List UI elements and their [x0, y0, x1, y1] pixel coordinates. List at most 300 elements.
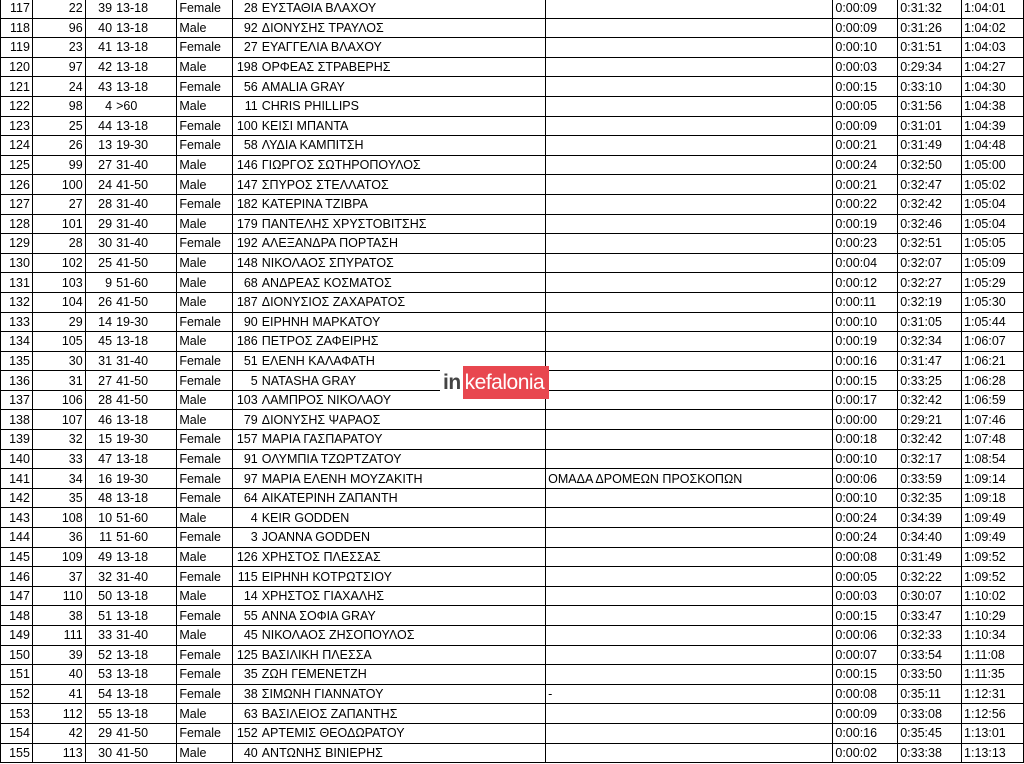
- cell-gender-rank: 42: [32, 723, 85, 743]
- cell-gender-rank: 32: [32, 430, 85, 450]
- cell-gender: Male: [177, 586, 233, 606]
- table-row: [1, 665, 1024, 685]
- cell-overall-rank: 124: [1, 136, 33, 156]
- cell-gender-rank: 111: [32, 626, 85, 646]
- cell-finish-time: 1:07:46: [962, 410, 1024, 430]
- cell-split-time: 0:33:47: [898, 606, 962, 626]
- cell-runner-name: ΑΝΔΡΕΑΣ ΚΟΣΜΑΤΟΣ: [260, 273, 546, 293]
- cell-category-rank: 27: [85, 371, 114, 391]
- cell-gender: Male: [177, 743, 233, 763]
- cell-split-time: 0:34:40: [898, 528, 962, 548]
- cell-bib-number: 100: [233, 116, 260, 136]
- cell-bib-number: 186: [233, 332, 260, 352]
- table-row: [1, 96, 1024, 116]
- cell-finish-time: 1:05:04: [962, 214, 1024, 234]
- cell-gender-rank: 106: [32, 390, 85, 410]
- cell-finish-time: 1:06:28: [962, 371, 1024, 391]
- cell-club: [546, 430, 833, 450]
- cell-category-rank: 24: [85, 175, 114, 195]
- cell-overall-rank: 132: [1, 292, 33, 312]
- cell-bib-number: 182: [233, 194, 260, 214]
- cell-bib-number: 35: [233, 665, 260, 685]
- cell-gender-rank: 22: [32, 0, 85, 18]
- cell-finish-time: 1:04:30: [962, 77, 1024, 97]
- cell-split-time: 0:31:49: [898, 136, 962, 156]
- cell-age-category: 13-18: [114, 116, 177, 136]
- cell-split-time: 0:32:27: [898, 273, 962, 293]
- cell-overall-rank: 138: [1, 410, 33, 430]
- cell-split-time: 0:30:07: [898, 586, 962, 606]
- cell-overall-rank: 148: [1, 606, 33, 626]
- cell-chip-offset: 0:00:06: [833, 626, 898, 646]
- cell-overall-rank: 147: [1, 586, 33, 606]
- table-row: [1, 430, 1024, 450]
- cell-overall-rank: 143: [1, 508, 33, 528]
- cell-chip-offset: 0:00:09: [833, 704, 898, 724]
- cell-gender-rank: 110: [32, 586, 85, 606]
- cell-finish-time: 1:10:29: [962, 606, 1024, 626]
- cell-age-category: 41-50: [114, 253, 177, 273]
- cell-gender: Female: [177, 469, 233, 489]
- cell-finish-time: 1:08:54: [962, 449, 1024, 469]
- cell-overall-rank: 154: [1, 723, 33, 743]
- cell-runner-name: ΒΑΣΙΛΕΙΟΣ ΖΑΠΑΝΤΗΣ: [260, 704, 546, 724]
- cell-category-rank: 44: [85, 116, 114, 136]
- cell-bib-number: 4: [233, 508, 260, 528]
- cell-finish-time: 1:10:34: [962, 626, 1024, 646]
- cell-finish-time: 1:05:29: [962, 273, 1024, 293]
- cell-finish-time: 1:04:38: [962, 96, 1024, 116]
- cell-finish-time: 1:11:08: [962, 645, 1024, 665]
- cell-finish-time: 1:09:18: [962, 488, 1024, 508]
- cell-chip-offset: 0:00:09: [833, 116, 898, 136]
- cell-club: [546, 194, 833, 214]
- cell-finish-time: 1:12:56: [962, 704, 1024, 724]
- cell-club: [546, 723, 833, 743]
- table-row: [1, 332, 1024, 352]
- cell-split-time: 0:34:39: [898, 508, 962, 528]
- table-row: [1, 18, 1024, 38]
- table-row: [1, 136, 1024, 156]
- cell-runner-name: ΛΥΔΙΑ ΚΑΜΠΙΤΣΗ: [260, 136, 546, 156]
- cell-gender-rank: 40: [32, 665, 85, 685]
- cell-finish-time: 1:04:02: [962, 18, 1024, 38]
- table-row: [1, 194, 1024, 214]
- cell-club: [546, 410, 833, 430]
- cell-bib-number: 28: [233, 0, 260, 18]
- cell-finish-time: 1:12:31: [962, 684, 1024, 704]
- cell-club: [546, 214, 833, 234]
- cell-split-time: 0:32:17: [898, 449, 962, 469]
- cell-category-rank: 25: [85, 253, 114, 273]
- cell-category-rank: 29: [85, 214, 114, 234]
- cell-split-time: 0:33:54: [898, 645, 962, 665]
- watermark-logo-part-in: in: [440, 366, 463, 399]
- cell-chip-offset: 0:00:23: [833, 234, 898, 254]
- cell-runner-name: ΑΝΤΩΝΗΣ ΒΙΝΙΕΡΗΣ: [260, 743, 546, 763]
- cell-age-category: 31-40: [114, 626, 177, 646]
- cell-overall-rank: 123: [1, 116, 33, 136]
- cell-chip-offset: 0:00:05: [833, 567, 898, 587]
- cell-bib-number: 58: [233, 136, 260, 156]
- cell-runner-name: AMALIA GRAY: [260, 77, 546, 97]
- cell-overall-rank: 144: [1, 528, 33, 548]
- cell-category-rank: 51: [85, 606, 114, 626]
- cell-bib-number: 92: [233, 18, 260, 38]
- cell-overall-rank: 142: [1, 488, 33, 508]
- cell-club: [546, 155, 833, 175]
- cell-age-category: 31-40: [114, 234, 177, 254]
- cell-chip-offset: 0:00:15: [833, 77, 898, 97]
- cell-category-rank: 28: [85, 194, 114, 214]
- cell-age-category: 13-18: [114, 18, 177, 38]
- cell-split-time: 0:32:51: [898, 234, 962, 254]
- cell-gender-rank: 100: [32, 175, 85, 195]
- table-row: [1, 547, 1024, 567]
- cell-gender: Female: [177, 567, 233, 587]
- cell-split-time: 0:29:21: [898, 410, 962, 430]
- cell-runner-name: ΟΛΥΜΠΙΑ ΤΖΩΡΤΖΑΤΟΥ: [260, 449, 546, 469]
- cell-category-rank: 55: [85, 704, 114, 724]
- cell-runner-name: CHRIS PHILLIPS: [260, 96, 546, 116]
- cell-chip-offset: 0:00:18: [833, 430, 898, 450]
- cell-age-category: 13-18: [114, 410, 177, 430]
- cell-finish-time: 1:06:21: [962, 351, 1024, 371]
- cell-split-time: 0:35:11: [898, 684, 962, 704]
- cell-overall-rank: 126: [1, 175, 33, 195]
- cell-club: [546, 332, 833, 352]
- cell-gender: Male: [177, 18, 233, 38]
- cell-gender-rank: 25: [32, 116, 85, 136]
- cell-gender-rank: 41: [32, 684, 85, 704]
- table-row: [1, 292, 1024, 312]
- cell-split-time: 0:33:50: [898, 665, 962, 685]
- cell-runner-name: ΜΑΡΙΑ ΕΛΕΝΗ ΜΟΥΖΑΚΙΤΗ: [260, 469, 546, 489]
- cell-club: -: [546, 684, 833, 704]
- cell-category-rank: 43: [85, 77, 114, 97]
- cell-club: [546, 371, 833, 391]
- cell-category-rank: 41: [85, 38, 114, 58]
- cell-age-category: 13-18: [114, 0, 177, 18]
- cell-split-time: 0:32:19: [898, 292, 962, 312]
- cell-age-category: 31-40: [114, 194, 177, 214]
- cell-category-rank: 27: [85, 155, 114, 175]
- cell-club: [546, 547, 833, 567]
- cell-split-time: 0:31:49: [898, 547, 962, 567]
- cell-age-category: 13-18: [114, 704, 177, 724]
- cell-category-rank: 14: [85, 312, 114, 332]
- cell-gender: Male: [177, 704, 233, 724]
- cell-finish-time: 1:06:07: [962, 332, 1024, 352]
- cell-overall-rank: 125: [1, 155, 33, 175]
- cell-runner-name: ΑΙΚΑΤΕΡΙΝΗ ΖΑΠΑΝΤΗ: [260, 488, 546, 508]
- cell-gender: Female: [177, 684, 233, 704]
- cell-bib-number: 125: [233, 645, 260, 665]
- cell-age-category: 19-30: [114, 136, 177, 156]
- cell-age-category: 41-50: [114, 723, 177, 743]
- cell-gender: Male: [177, 547, 233, 567]
- cell-finish-time: 1:04:27: [962, 57, 1024, 77]
- cell-category-rank: 47: [85, 449, 114, 469]
- cell-gender: Female: [177, 38, 233, 58]
- cell-club: [546, 273, 833, 293]
- cell-finish-time: 1:05:44: [962, 312, 1024, 332]
- table-row: [1, 469, 1024, 489]
- cell-bib-number: 192: [233, 234, 260, 254]
- cell-runner-name: ΕΙΡΗΝΗ ΚΟΤΡΩΤΣΙΟΥ: [260, 567, 546, 587]
- cell-gender: Female: [177, 488, 233, 508]
- cell-gender-rank: 39: [32, 645, 85, 665]
- cell-club: [546, 116, 833, 136]
- cell-gender: Female: [177, 430, 233, 450]
- cell-category-rank: 30: [85, 743, 114, 763]
- cell-category-rank: 48: [85, 488, 114, 508]
- cell-split-time: 0:33:10: [898, 77, 962, 97]
- cell-bib-number: 198: [233, 57, 260, 77]
- cell-category-rank: 9: [85, 273, 114, 293]
- table-row: [1, 175, 1024, 195]
- cell-gender: Female: [177, 351, 233, 371]
- cell-chip-offset: 0:00:19: [833, 332, 898, 352]
- cell-overall-rank: 122: [1, 96, 33, 116]
- cell-bib-number: 179: [233, 214, 260, 234]
- cell-finish-time: 1:07:48: [962, 430, 1024, 450]
- cell-bib-number: 187: [233, 292, 260, 312]
- table-row: [1, 0, 1024, 18]
- table-row: [1, 626, 1024, 646]
- table-row: [1, 586, 1024, 606]
- cell-club: ΟΜΑΔΑ ΔΡΟΜΕΩΝ ΠΡΟΣΚΟΠΩΝ: [546, 469, 833, 489]
- cell-club: [546, 606, 833, 626]
- cell-club: [546, 292, 833, 312]
- cell-club: [546, 645, 833, 665]
- cell-chip-offset: 0:00:08: [833, 684, 898, 704]
- cell-overall-rank: 135: [1, 351, 33, 371]
- cell-gender: Male: [177, 626, 233, 646]
- cell-bib-number: 115: [233, 567, 260, 587]
- cell-age-category: 19-30: [114, 430, 177, 450]
- cell-overall-rank: 134: [1, 332, 33, 352]
- cell-runner-name: ΓΙΩΡΓΟΣ ΣΩΤΗΡΟΠΟΥΛΟΣ: [260, 155, 546, 175]
- table-row: [1, 567, 1024, 587]
- cell-overall-rank: 118: [1, 18, 33, 38]
- cell-club: [546, 704, 833, 724]
- cell-bib-number: 27: [233, 38, 260, 58]
- cell-bib-number: 157: [233, 430, 260, 450]
- cell-chip-offset: 0:00:04: [833, 253, 898, 273]
- cell-runner-name: ΕΙΡΗΝΗ ΜΑΡΚΑΤΟΥ: [260, 312, 546, 332]
- cell-category-rank: 33: [85, 626, 114, 646]
- cell-overall-rank: 145: [1, 547, 33, 567]
- cell-age-category: 41-50: [114, 390, 177, 410]
- cell-gender-rank: 31: [32, 371, 85, 391]
- table-row: [1, 528, 1024, 548]
- cell-finish-time: 1:05:04: [962, 194, 1024, 214]
- cell-finish-time: 1:04:48: [962, 136, 1024, 156]
- cell-runner-name: ΖΩΗ ΓΕΜΕΝΕΤΖΗ: [260, 665, 546, 685]
- cell-gender: Female: [177, 194, 233, 214]
- cell-gender-rank: 35: [32, 488, 85, 508]
- cell-runner-name: ΔΙΟΝΥΣΗΣ ΨΑΡΑΟΣ: [260, 410, 546, 430]
- table-row: [1, 155, 1024, 175]
- cell-gender-rank: 34: [32, 469, 85, 489]
- cell-age-category: 13-18: [114, 586, 177, 606]
- cell-overall-rank: 137: [1, 390, 33, 410]
- cell-bib-number: 148: [233, 253, 260, 273]
- cell-gender-rank: 107: [32, 410, 85, 430]
- cell-gender: Male: [177, 390, 233, 410]
- cell-bib-number: 103: [233, 390, 260, 410]
- cell-overall-rank: 121: [1, 77, 33, 97]
- cell-runner-name: ΕΛΕΝΗ ΚΑΛΑΦΑΤΗ: [260, 351, 546, 371]
- cell-age-category: 31-40: [114, 567, 177, 587]
- table-row: [1, 57, 1024, 77]
- cell-age-category: 41-50: [114, 743, 177, 763]
- cell-split-time: 0:32:07: [898, 253, 962, 273]
- cell-runner-name: ΧΡΗΣΤΟΣ ΓΙΑΧΑΛΗΣ: [260, 586, 546, 606]
- cell-runner-name: KEIR GODDEN: [260, 508, 546, 528]
- cell-club: [546, 312, 833, 332]
- cell-gender: Male: [177, 155, 233, 175]
- cell-gender-rank: 23: [32, 38, 85, 58]
- cell-bib-number: 5: [233, 371, 260, 391]
- cell-chip-offset: 0:00:21: [833, 175, 898, 195]
- cell-gender: Female: [177, 371, 233, 391]
- cell-club: [546, 586, 833, 606]
- table-row: [1, 77, 1024, 97]
- cell-age-category: 51-60: [114, 508, 177, 528]
- cell-overall-rank: 139: [1, 430, 33, 450]
- cell-age-category: 41-50: [114, 292, 177, 312]
- cell-overall-rank: 129: [1, 234, 33, 254]
- cell-gender-rank: 33: [32, 449, 85, 469]
- cell-runner-name: ΔΙΟΝΥΣΙΟΣ ΖΑΧΑΡΑΤΟΣ: [260, 292, 546, 312]
- cell-split-time: 0:31:05: [898, 312, 962, 332]
- cell-overall-rank: 127: [1, 194, 33, 214]
- cell-category-rank: 46: [85, 410, 114, 430]
- table-row: [1, 273, 1024, 293]
- cell-bib-number: 91: [233, 449, 260, 469]
- cell-runner-name: ΚΕΙΣΙ ΜΠΑΝΤΑ: [260, 116, 546, 136]
- cell-chip-offset: 0:00:10: [833, 312, 898, 332]
- cell-gender-rank: 96: [32, 18, 85, 38]
- cell-age-category: 13-18: [114, 57, 177, 77]
- cell-gender: Male: [177, 253, 233, 273]
- cell-gender: Male: [177, 332, 233, 352]
- cell-runner-name: ΔΙΟΝΥΣΗΣ ΤΡΑΥΛΟΣ: [260, 18, 546, 38]
- cell-runner-name: ΒΑΣΙΛΙΚΗ ΠΛΕΣΣΑ: [260, 645, 546, 665]
- cell-category-rank: 45: [85, 332, 114, 352]
- cell-runner-name: ΝΙΚΟΛΑΟΣ ΣΠΥΡΑΤΟΣ: [260, 253, 546, 273]
- cell-gender-rank: 98: [32, 96, 85, 116]
- cell-gender-rank: 113: [32, 743, 85, 763]
- cell-chip-offset: 0:00:21: [833, 136, 898, 156]
- cell-gender-rank: 30: [32, 351, 85, 371]
- cell-overall-rank: 130: [1, 253, 33, 273]
- cell-age-category: 51-60: [114, 528, 177, 548]
- cell-chip-offset: 0:00:06: [833, 469, 898, 489]
- watermark-logo-part-kefalonia: kefalonia: [463, 366, 550, 399]
- cell-chip-offset: 0:00:07: [833, 645, 898, 665]
- cell-club: [546, 390, 833, 410]
- cell-chip-offset: 0:00:24: [833, 155, 898, 175]
- cell-club: [546, 449, 833, 469]
- cell-age-category: 51-60: [114, 273, 177, 293]
- cell-club: [546, 18, 833, 38]
- cell-bib-number: 146: [233, 155, 260, 175]
- cell-gender: Male: [177, 96, 233, 116]
- cell-club: [546, 96, 833, 116]
- inkefalonia-watermark-logo: [440, 366, 549, 399]
- cell-gender-rank: 36: [32, 528, 85, 548]
- cell-overall-rank: 128: [1, 214, 33, 234]
- cell-chip-offset: 0:00:10: [833, 449, 898, 469]
- cell-club: [546, 0, 833, 18]
- cell-category-rank: 4: [85, 96, 114, 116]
- cell-runner-name: NATASHA GRAY: [260, 371, 546, 391]
- cell-chip-offset: 0:00:00: [833, 410, 898, 430]
- cell-finish-time: 1:10:02: [962, 586, 1024, 606]
- cell-club: [546, 743, 833, 763]
- cell-gender: Female: [177, 77, 233, 97]
- cell-chip-offset: 0:00:17: [833, 390, 898, 410]
- cell-runner-name: ΑΝΝΑ ΣΟΦΙΑ GRAY: [260, 606, 546, 626]
- cell-gender-rank: 103: [32, 273, 85, 293]
- cell-finish-time: 1:05:00: [962, 155, 1024, 175]
- cell-bib-number: 147: [233, 175, 260, 195]
- cell-finish-time: 1:09:49: [962, 528, 1024, 548]
- cell-gender-rank: 99: [32, 155, 85, 175]
- table-row: [1, 508, 1024, 528]
- cell-gender-rank: 105: [32, 332, 85, 352]
- table-row: [1, 723, 1024, 743]
- cell-split-time: 0:31:47: [898, 351, 962, 371]
- cell-finish-time: 1:05:09: [962, 253, 1024, 273]
- cell-split-time: 0:32:42: [898, 194, 962, 214]
- cell-category-rank: 42: [85, 57, 114, 77]
- cell-split-time: 0:33:38: [898, 743, 962, 763]
- cell-gender: Male: [177, 410, 233, 430]
- cell-overall-rank: 133: [1, 312, 33, 332]
- cell-age-category: 31-40: [114, 155, 177, 175]
- cell-runner-name: ΠΕΤΡΟΣ ΖΑΦΕΙΡΗΣ: [260, 332, 546, 352]
- cell-finish-time: 1:04:39: [962, 116, 1024, 136]
- cell-finish-time: 1:09:14: [962, 469, 1024, 489]
- cell-gender-rank: 37: [32, 567, 85, 587]
- cell-split-time: 0:32:42: [898, 390, 962, 410]
- cell-chip-offset: 0:00:24: [833, 508, 898, 528]
- cell-gender: Female: [177, 665, 233, 685]
- cell-gender: Female: [177, 0, 233, 18]
- cell-bib-number: 40: [233, 743, 260, 763]
- cell-overall-rank: 151: [1, 665, 33, 685]
- cell-runner-name: ΠΑΝΤΕΛΗΣ ΧΡΥΣΤΟΒΙΤΣΗΣ: [260, 214, 546, 234]
- cell-overall-rank: 150: [1, 645, 33, 665]
- cell-finish-time: 1:11:35: [962, 665, 1024, 685]
- cell-finish-time: 1:09:52: [962, 547, 1024, 567]
- cell-bib-number: 64: [233, 488, 260, 508]
- cell-split-time: 0:31:01: [898, 116, 962, 136]
- cell-bib-number: 152: [233, 723, 260, 743]
- cell-chip-offset: 0:00:03: [833, 57, 898, 77]
- cell-age-category: 19-30: [114, 312, 177, 332]
- cell-chip-offset: 0:00:12: [833, 273, 898, 293]
- cell-club: [546, 136, 833, 156]
- cell-chip-offset: 0:00:11: [833, 292, 898, 312]
- cell-bib-number: 79: [233, 410, 260, 430]
- cell-bib-number: 126: [233, 547, 260, 567]
- cell-bib-number: 14: [233, 586, 260, 606]
